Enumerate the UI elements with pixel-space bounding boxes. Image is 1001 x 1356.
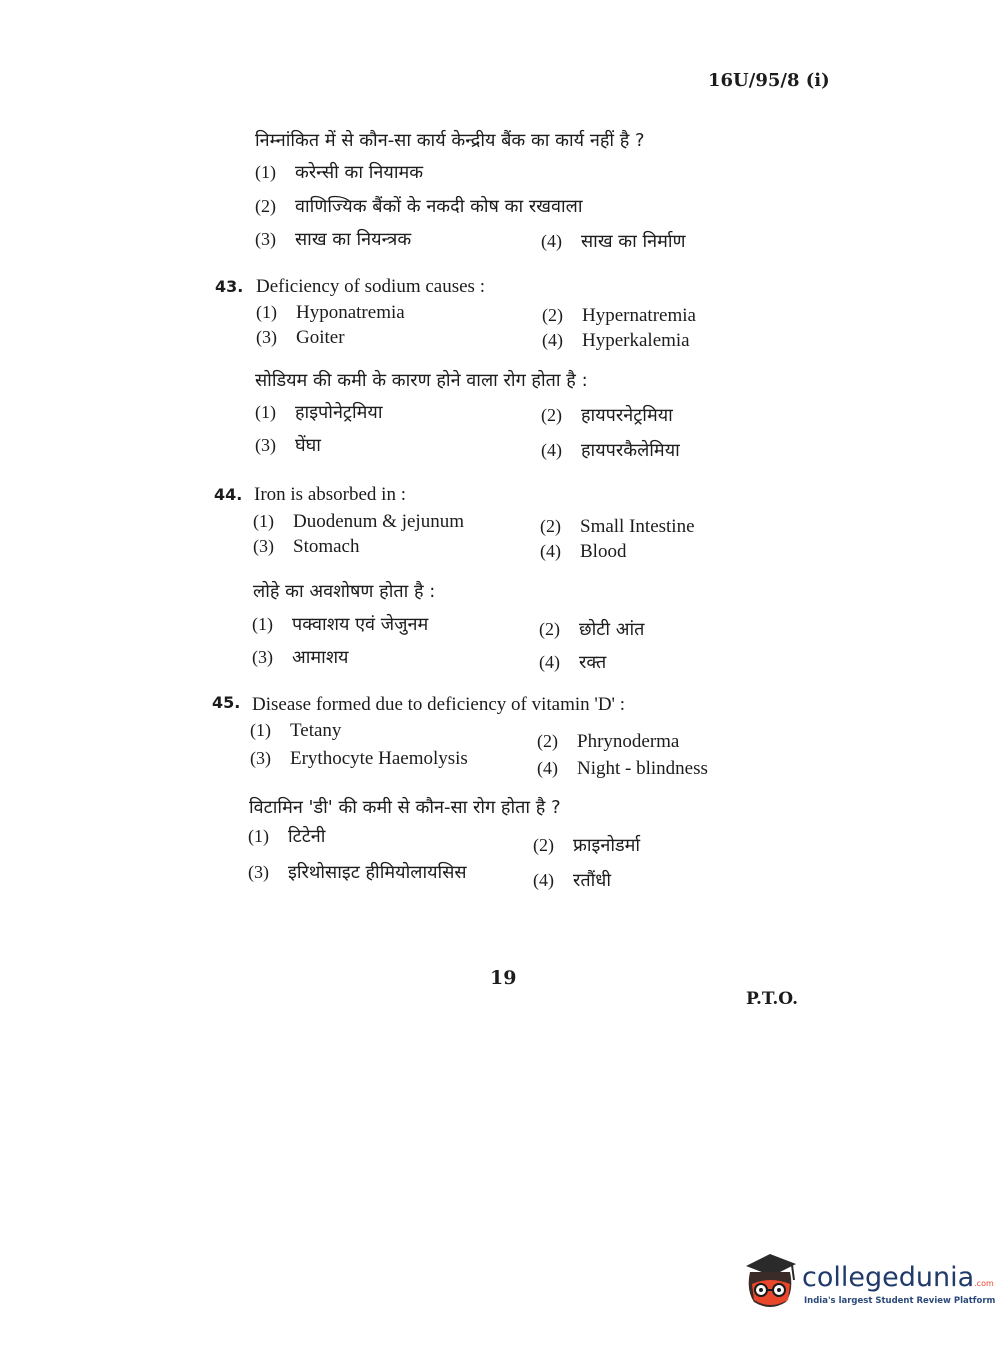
q45-option-4-en: (4) Night - blindness (537, 758, 708, 779)
q43-option-2-en: (2) Hypernatremia (542, 305, 696, 326)
logo-wordmark: collegedunia.com (802, 1262, 994, 1293)
q42-option-2-hi: (2) वाणिज्यिक बैंकों के नकदी कोष का रखवाला (255, 196, 583, 217)
q42-option-1-hi: (1) करेन्सी का नियामक (255, 162, 424, 183)
q44-option-3-hi: (3) आमाशय (252, 647, 349, 668)
page-number: 19 (490, 967, 517, 989)
pto-label: P.T.O. (746, 989, 798, 1009)
q43-option-4-hi: (4) हायपरकैलेमिया (541, 440, 680, 461)
q45-option-2-en: (2) Phrynoderma (537, 731, 680, 752)
q44-option-1-en: (1) Duodenum & jejunum (253, 511, 464, 532)
q44-option-1-hi: (1) पक्वाशय एवं जेजुनम (252, 614, 429, 635)
q42-option-4-hi: (4) साख का निर्माण (541, 231, 686, 252)
paper-code: 16U/95/8 (i) (708, 70, 830, 91)
q43-question-hi: सोडियम की कमी के कारण होने वाला रोग होता है : (255, 370, 588, 391)
q43-option-1-hi: (1) हाइपोनेट्रमिया (255, 402, 383, 423)
q43-question-en: Deficiency of sodium causes : (256, 276, 485, 297)
q44-option-2-hi: (2) छोटी आंत (539, 619, 645, 640)
q42-question-hi: निम्नांकित में से कौन-सा कार्य केन्द्रीय बैंक का कार्य नहीं है ? (255, 130, 645, 151)
q45-option-4-hi: (4) रतौंधी (533, 870, 612, 891)
q43-option-3-en: (3) Goiter (256, 327, 345, 348)
q45-option-3-hi: (3) इरिथोसाइट हीमियोलायसिस (248, 862, 467, 883)
q44-option-2-en: (2) Small Intestine (540, 516, 695, 537)
collegedunia-logo (740, 1250, 996, 1320)
q43-number: 43. (215, 277, 244, 296)
q45-number: 45. (212, 693, 241, 712)
q44-option-4-en: (4) Blood (540, 541, 627, 562)
q44-option-3-en: (3) Stomach (253, 536, 360, 557)
logo-tagline: India's largest Student Review Platform (804, 1296, 996, 1306)
q44-option-4-hi: (4) रक्त (539, 652, 607, 673)
mascot-icon (740, 1250, 804, 1314)
q45-option-3-en: (3) Erythocyte Haemolysis (250, 748, 468, 769)
q42-option-3-hi: (3) साख का नियन्त्रक (255, 229, 412, 250)
q43-option-4-en: (4) Hyperkalemia (542, 330, 690, 351)
q45-question-hi: विटामिन 'डी' की कमी से कौन-सा रोग होता है ? (249, 797, 561, 818)
q44-number: 44. (214, 485, 243, 504)
q43-option-2-hi: (2) हायपरनेट्रमिया (541, 405, 673, 426)
q44-question-en: Iron is absorbed in : (254, 484, 406, 505)
q43-option-3-hi: (3) घेंघा (255, 435, 321, 456)
q45-question-en: Disease formed due to deficiency of vitamin 'D' : (252, 694, 626, 715)
q43-option-1-en: (1) Hyponatremia (256, 302, 405, 323)
q45-option-1-en: (1) Tetany (250, 720, 342, 741)
q45-option-1-hi: (1) टिटेनी (248, 826, 326, 847)
q45-option-2-hi: (2) फ्राइनोडर्मा (533, 835, 641, 856)
q44-question-hi: लोहे का अवशोषण होता है : (253, 581, 436, 602)
